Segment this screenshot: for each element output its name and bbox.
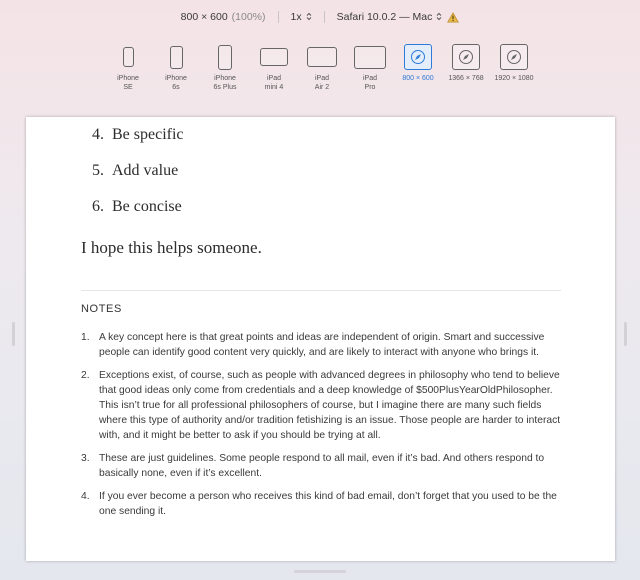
list-text: Be specific [112, 126, 184, 143]
toolbar-divider [324, 11, 325, 23]
device-label: 1920 × 1080 [494, 75, 534, 82]
list-item [92, 195, 184, 231]
responsive-toolbar [0, 8, 640, 26]
phone-icon [218, 45, 232, 70]
compass-icon [452, 44, 480, 70]
note-item [81, 489, 561, 519]
note-text: These are just guidelines. Some people respond to all mail, even if it’s bad. And others respond to basically none, even if it’s excellent. [99, 453, 545, 479]
right-resize-handle[interactable] [624, 322, 627, 346]
note-text: If you ever become a person who receives this kind of bad email, don’t forget that you used to be the one sending it. [99, 491, 557, 517]
device-label: 800 × 600 [402, 75, 434, 82]
note-number: 3. [81, 453, 90, 464]
device-1366x768[interactable] [439, 42, 493, 83]
list-text: Be concise [112, 198, 182, 215]
list-item [92, 123, 184, 159]
notes-heading: NOTES [81, 303, 122, 315]
bottom-resize-handle[interactable] [294, 570, 346, 573]
device-label: 1366 × 768 [448, 75, 484, 82]
updown-chevron-icon [306, 12, 312, 23]
phone-icon [123, 47, 134, 67]
note-number: 1. [81, 332, 90, 343]
note-number: 4. [81, 491, 90, 502]
note-text: A key concept here is that great points and ideas are independent of origin. Smart and successive people can identify good content very quickly, and are likely to interact with anyone who brings it. [99, 332, 545, 358]
device-label: iPad Air 2 [314, 75, 330, 91]
toolbar-divider [278, 11, 279, 23]
preview-viewport [26, 117, 615, 561]
note-text: Exceptions exist, of course, such as people with advanced degrees in philosophy who tend to believe that good ideas only come from credentials and a deep knowledge of $500PlusYearOldPhilosopher. This isn’t true for all professional philosophers of course, but I imagine there are many such fields where this type of authority and/or tradition fetishizing is an issue. Those people are harder to interact with, and it might be better to ask if you should be trying at all. [99, 370, 561, 441]
device-800x600[interactable] [391, 42, 445, 83]
pixel-ratio-select[interactable] [291, 11, 312, 23]
list-item [92, 159, 184, 195]
left-resize-handle[interactable] [12, 322, 15, 346]
list-number: 5. [92, 162, 104, 179]
device-iphone-se[interactable] [101, 42, 155, 92]
tablet-icon [260, 48, 288, 66]
device-ipad-air-2[interactable] [295, 42, 349, 92]
device-presets [0, 42, 640, 96]
device-label: iPhone 6s Plus [213, 75, 237, 91]
updown-chevron-icon [436, 12, 442, 23]
note-number: 2. [81, 370, 90, 381]
notes-list [81, 330, 561, 527]
device-iphone-6s-plus[interactable] [198, 42, 252, 92]
list-number: 6. [92, 198, 104, 215]
note-item [81, 451, 561, 481]
device-1920x1080[interactable] [487, 42, 541, 83]
section-divider [81, 290, 561, 291]
device-iphone-6s[interactable] [149, 42, 203, 92]
viewport-size-display [181, 11, 266, 23]
viewport-scale: (100%) [231, 11, 266, 23]
compass-icon [500, 44, 528, 70]
device-label: iPhone 6s [165, 75, 187, 91]
pixel-ratio-value: 1x [290, 11, 302, 23]
device-label: iPad Pro [362, 75, 377, 91]
note-item [81, 368, 561, 443]
phone-icon [170, 46, 183, 69]
tips-list [92, 123, 184, 231]
user-agent-select[interactable] [337, 11, 460, 23]
warning-icon[interactable] [447, 12, 459, 23]
closing-paragraph: I hope this helps someone. [81, 238, 262, 257]
list-number: 4. [92, 126, 104, 143]
user-agent-value: Safari 10.0.2 — Mac [336, 11, 433, 23]
list-text: Add value [112, 162, 179, 179]
device-label: iPhone SE [117, 75, 139, 91]
device-label: iPad mini 4 [264, 75, 284, 91]
compass-icon [404, 44, 432, 70]
device-ipad-pro[interactable] [343, 42, 397, 92]
note-item [81, 330, 561, 360]
tablet-icon [354, 46, 386, 69]
device-ipad-mini-4[interactable] [247, 42, 301, 92]
tablet-icon [307, 47, 337, 67]
viewport-size: 800 × 600 [180, 11, 228, 23]
